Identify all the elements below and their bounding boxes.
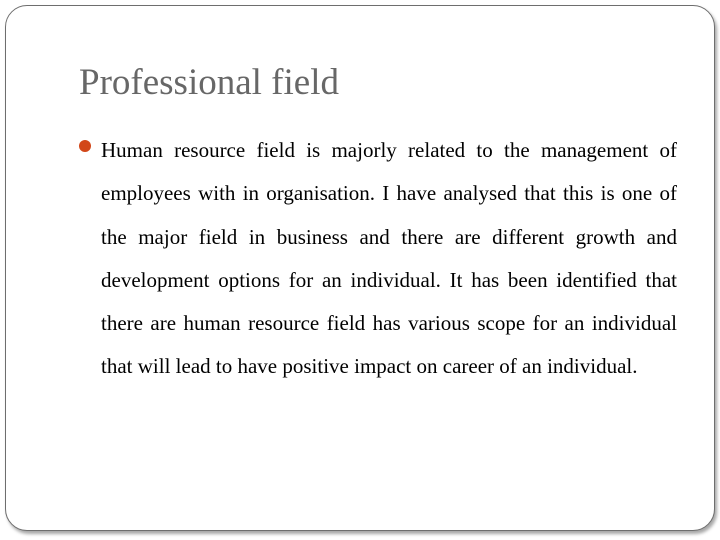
bullet-list [78, 129, 677, 389]
bullet-text: Human resource field is majorly related to the management of employees with in organisation. I have analysed that this is one of the major field in business and there are different growth and development options for an individual. It has been identified that there are human resource field has various scope for an individual that will lead to have positive impact on career of an individual. [101, 138, 677, 379]
bullet-dot-icon [79, 140, 91, 152]
bullet-item [78, 129, 677, 389]
slide-title: Professional field [79, 62, 339, 103]
